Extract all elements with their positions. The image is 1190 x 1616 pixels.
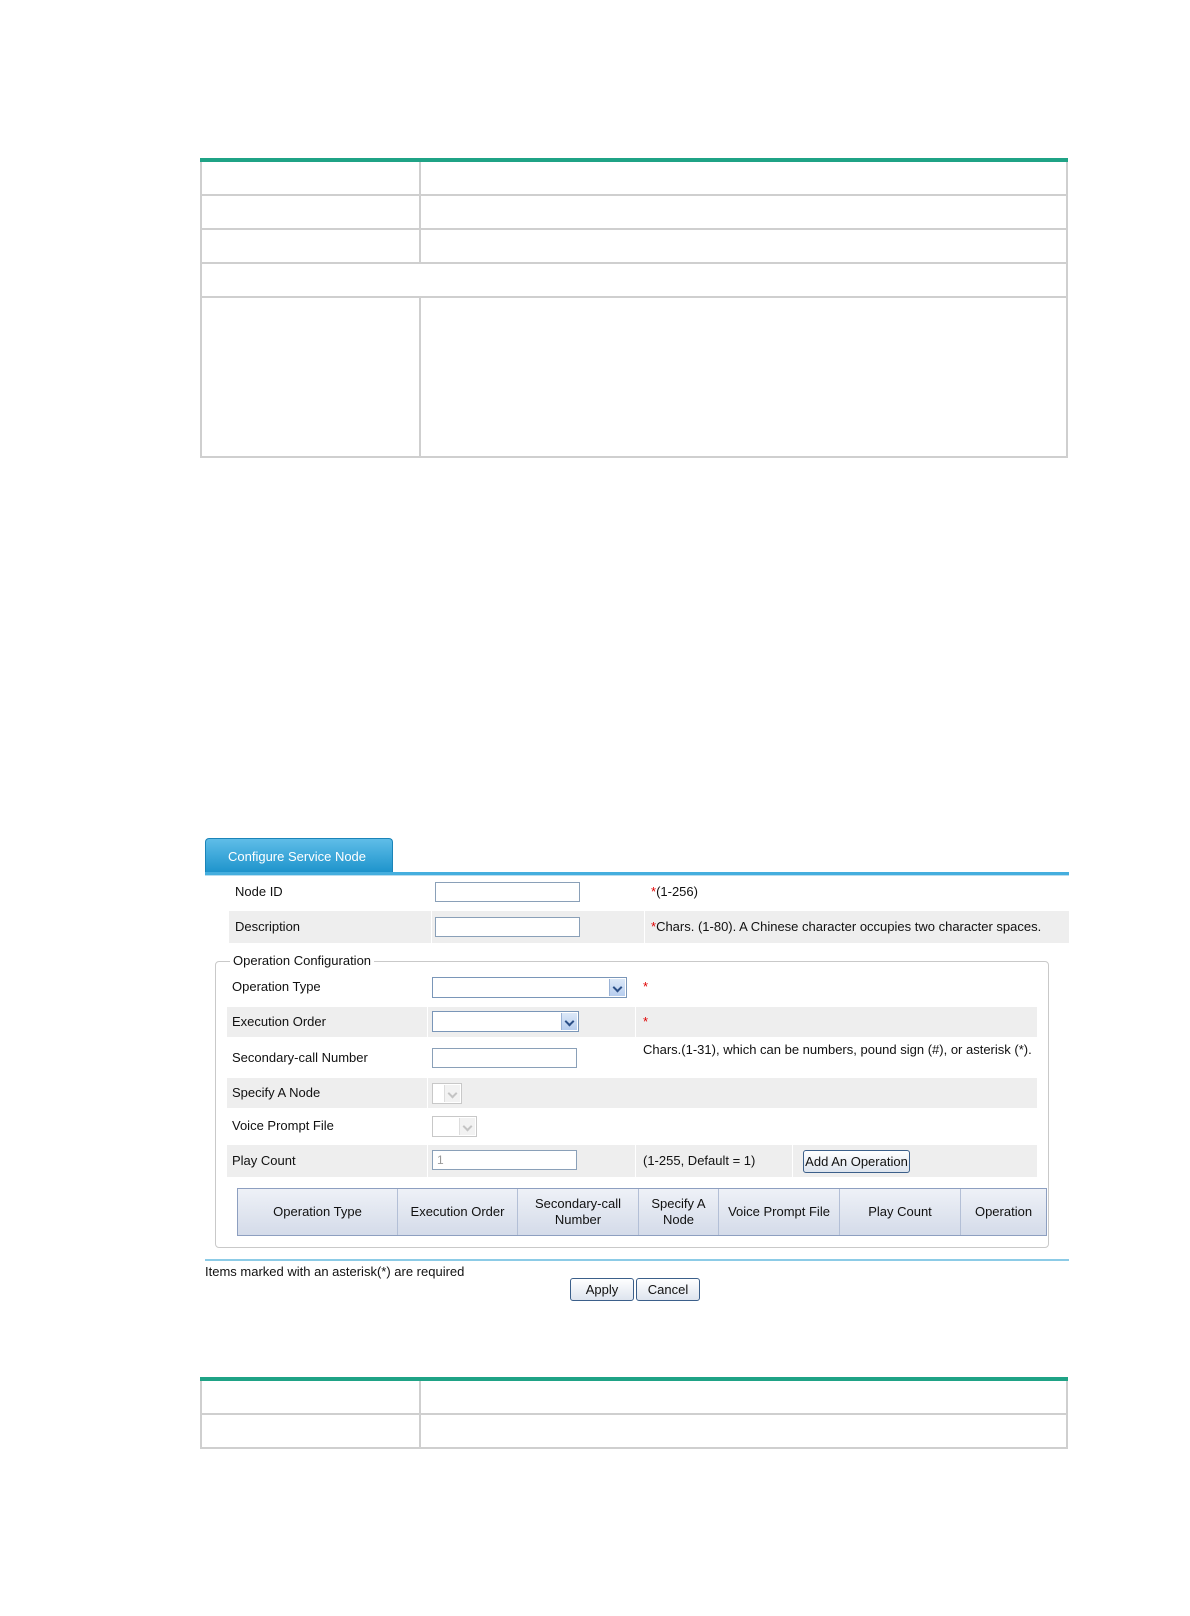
play-count-label: Play Count — [232, 1153, 296, 1168]
node-id-hint: *(1-256) — [651, 884, 698, 899]
execution-order-select[interactable] — [432, 1011, 579, 1032]
secondary-call-input[interactable] — [432, 1048, 577, 1068]
table-row — [201, 229, 1067, 263]
required-note: Items marked with an asterisk(*) are required — [205, 1264, 465, 1279]
voice-prompt-select — [432, 1116, 477, 1137]
play-count-hint: (1-255, Default = 1) — [643, 1153, 756, 1168]
specify-node-select — [432, 1083, 462, 1104]
operation-configuration-legend: Operation Configuration — [230, 953, 374, 969]
required-asterisk: * — [643, 979, 649, 994]
column-header-operation-type: Operation Type — [238, 1189, 398, 1235]
execution-order-label: Execution Order — [232, 1014, 326, 1029]
description-hint: *Chars. (1-80). A Chinese character occupies two character spaces. — [651, 919, 1042, 934]
doc-table-top — [200, 158, 1068, 458]
required-asterisk: * — [643, 1014, 649, 1029]
table-row — [201, 1379, 1067, 1414]
table-row — [201, 1414, 1067, 1448]
node-id-label: Node ID — [235, 884, 283, 899]
chevron-down-icon[interactable] — [561, 1013, 577, 1030]
panel-bottom-divider — [205, 1259, 1069, 1261]
doc-table-bottom — [200, 1377, 1068, 1449]
execution-order-row — [227, 1007, 1037, 1037]
table-row — [201, 195, 1067, 229]
column-header-secondary-call-number: Secondary-call Number — [518, 1189, 639, 1235]
column-header-operation: Operation — [974, 1204, 1033, 1219]
node-id-input[interactable] — [435, 882, 580, 902]
cell-divider — [635, 1007, 636, 1037]
voice-prompt-label: Voice Prompt File — [232, 1118, 334, 1133]
cell-divider — [431, 911, 432, 943]
description-label: Description — [235, 919, 301, 934]
tab-underline-light — [205, 875, 1069, 876]
table-row — [201, 297, 1067, 457]
operation-type-select[interactable] — [432, 977, 627, 998]
column-header-play-count: Play Count — [840, 1189, 961, 1235]
column-header-voice-prompt-file: Voice Prompt File — [719, 1189, 840, 1235]
node-id-row — [229, 877, 1069, 907]
cell-divider — [427, 1145, 428, 1177]
description-row — [229, 911, 1069, 943]
tab-configure-service-node[interactable]: Configure Service Node — [205, 838, 393, 872]
cell-divider — [644, 911, 645, 943]
column-header-specify-a-node: Specify A Node — [639, 1189, 719, 1235]
operation-type-row — [227, 972, 1037, 1002]
cell-divider — [427, 1078, 428, 1108]
secondary-call-label: Secondary-call Number — [232, 1050, 368, 1065]
column-header-execution-order: Execution Order — [398, 1189, 518, 1235]
description-input[interactable] — [435, 917, 580, 937]
operations-table-header — [237, 1188, 1047, 1236]
cancel-button[interactable]: Cancel — [636, 1278, 700, 1301]
required-asterisk: * — [651, 884, 657, 899]
secondary-call-hint: Chars.(1-31), which can be numbers, pound sign (#), or asterisk (*). — [643, 1042, 1032, 1057]
required-asterisk: * — [651, 919, 657, 934]
play-count-row — [227, 1145, 1037, 1177]
cell-divider — [427, 1007, 428, 1037]
apply-button[interactable]: Apply — [570, 1278, 634, 1301]
secondary-call-row — [227, 1040, 1037, 1076]
table-row — [201, 160, 1067, 195]
chevron-down-icon[interactable] — [609, 979, 625, 996]
chevron-down-icon — [459, 1118, 475, 1135]
specify-node-row — [227, 1078, 1037, 1108]
operation-type-label: Operation Type — [232, 979, 321, 994]
chevron-down-icon — [444, 1085, 460, 1102]
add-operation-button[interactable]: Add An Operation — [803, 1150, 910, 1173]
table-row — [201, 263, 1067, 297]
cell-divider — [635, 1145, 636, 1177]
cell-divider — [792, 1145, 793, 1177]
configure-service-node-panel — [205, 838, 1069, 1318]
play-count-input[interactable] — [432, 1150, 577, 1170]
specify-node-label: Specify A Node — [232, 1085, 321, 1100]
voice-prompt-row — [227, 1111, 1037, 1141]
